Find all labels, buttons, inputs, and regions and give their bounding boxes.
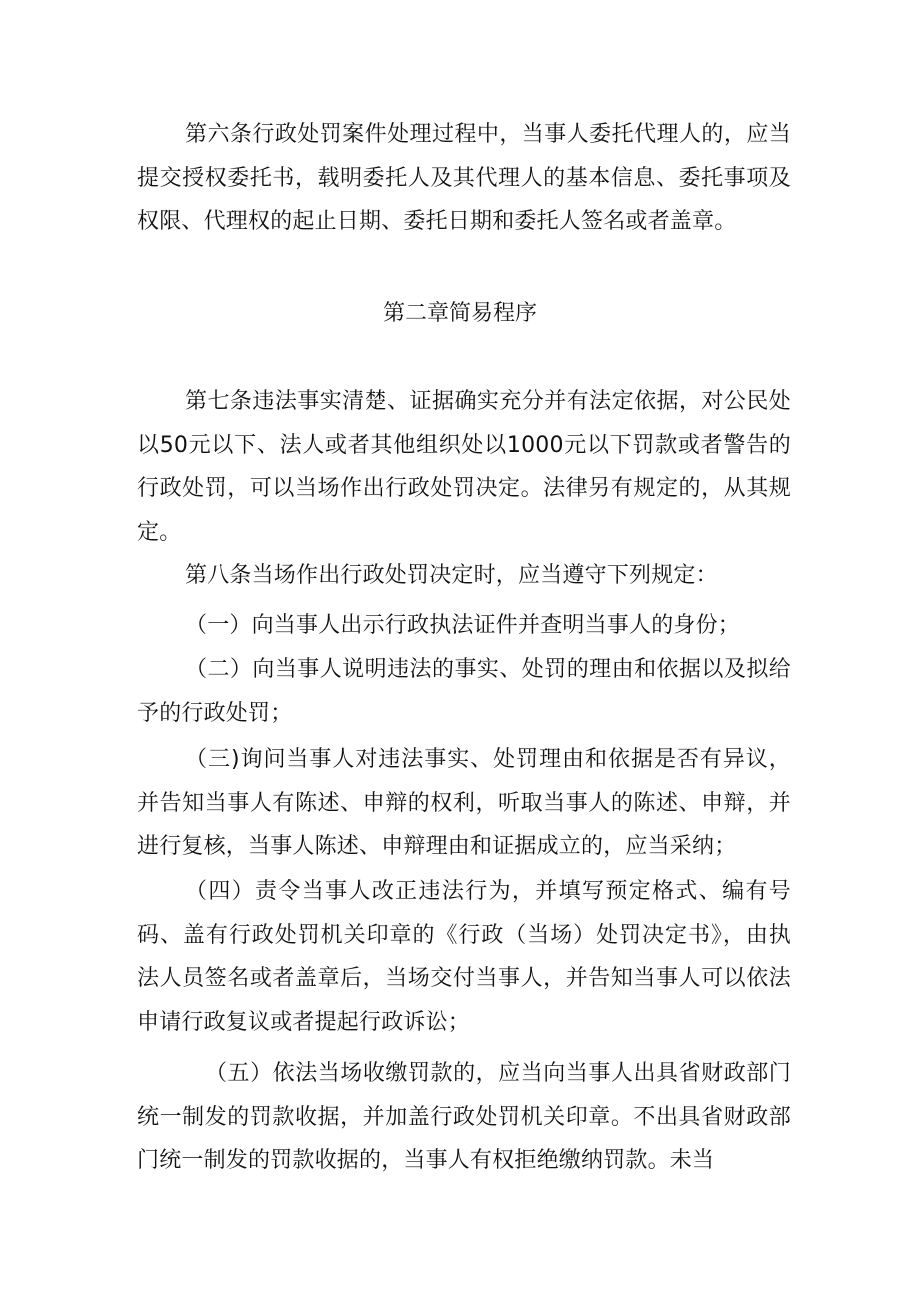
article-8-item-2: （二）向当事人说明违法的事实、处罚的理由和依据以及拟给予的行政处罚； <box>137 657 791 726</box>
article-6-paragraph: 第六条行政处罚案件处理过程中，当事人委托代理人的，应当提交授权委托书，载明委托人及其代理人的基本信息、委托事项及权限、代理权的起止日期、委托日期和委托人签名或者盖章。 <box>137 122 791 234</box>
article-8-paragraph: 第八条当场作出行政处罚决定时，应当遵守下列规定： <box>185 563 718 588</box>
article-7-paragraph: 第七条违法事实清楚、证据确实充分并有法定依据，对公民处以50元以下、法人或者其他组织处以1000元以下罚款或者警告的行政处罚，可以当场作出行政处罚决定。法律另有规定的，从其规定。 <box>137 389 791 545</box>
article-8-item-3: （三)询问当事人对违法事实、处罚理由和依据是否有异议，并告知当事人有陈述、申辩的权利，听取当事人的陈述、申辩，并进行复核，当事人陈述、申辩理由和证据成立的，应当采纳； <box>137 747 791 859</box>
article-8-item-4: （四）责令当事人改正违法行为，并填写预定格式、编有号码、盖有行政处罚机关印章的《行政（当场）处罚决定书》，由执法人员签名或者盖章后，当场交付当事人，并告知当事人可以依法申请行政复议或者提起行政诉讼； <box>137 879 791 1035</box>
chapter-2-heading: 第二章简易程序 <box>382 301 537 326</box>
article-8-item-5: （五）依法当场收缴罚款的，应当向当事人出具省财政部门统一制发的罚款收据，并加盖行政处罚机关印章。不出具省财政部门统一制发的罚款收据的，当事人有权拒绝缴纳罚款。未当 <box>137 1061 791 1173</box>
article-8-item-1: （一）向当事人出示行政执法证件并查明当事人的身份； <box>185 613 741 638</box>
